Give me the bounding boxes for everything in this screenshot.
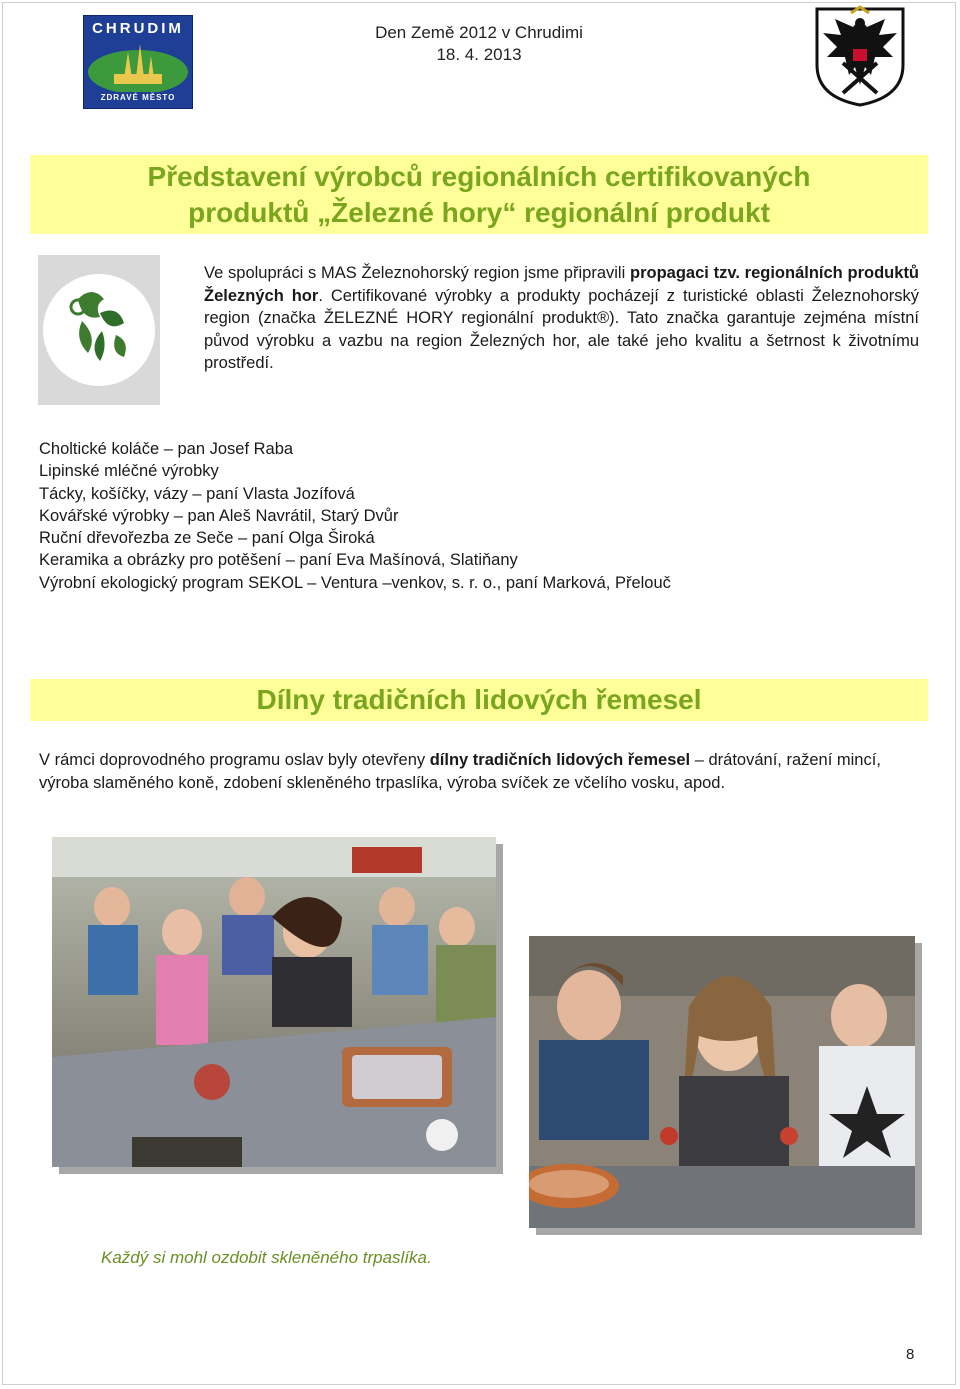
section1-title — [30, 159, 928, 231]
header-date: 18. 4. 2013 — [436, 45, 522, 64]
chrudim-logo — [83, 15, 193, 109]
list-item: Choltické koláče – pan Josef Raba — [39, 440, 294, 458]
header-title — [340, 22, 618, 66]
workshop-photo-2-image — [529, 936, 915, 1228]
page-number: 8 — [906, 1346, 915, 1363]
photo-caption: Každý si mohl ozdobit skleněného trpaslíka. — [101, 1248, 432, 1267]
intro-text-a: Ve spolupráci s MAS Železnohorský region jsme připravili — [204, 264, 631, 282]
coat-of-arms-icon — [813, 5, 907, 108]
list-item: Kovářské výrobky – pan Aleš Navrátil, Starý Dvůr — [39, 506, 399, 525]
intro-text-bold: propagaci tzv. regionálních produktů Železných hor — [204, 264, 920, 305]
zelezne-hory-logo — [38, 255, 160, 405]
workshop-text-a: V rámci doprovodného programu oslav byly otevřeny — [39, 751, 430, 769]
section1-title-line2: produktů „Železné hory“ regionální produkt — [188, 197, 770, 228]
section1-title-line1: Představení výrobců regionálních certifikovaných — [147, 161, 811, 192]
chrudim-skyline-icon — [84, 38, 192, 92]
workshop-text-bold: dílny tradičních lidových řemesel — [429, 751, 691, 769]
workshop-photo-2 — [529, 936, 915, 1228]
section2-title-band — [30, 679, 928, 721]
section2-title: Dílny tradičních lidových řemesel — [256, 684, 702, 715]
chrudim-logo-text: CHRUDIM — [92, 20, 184, 37]
list-item: Ruční dřevořezba ze Seče – paní Olga Široká — [39, 529, 375, 548]
intro-text-c: . Certifikované výrobky a produkty pocházejí z turistické oblasti Železnohorský region (značka ŽELEZNÉ HORY regionální produkt®). Tato značka garantuje zejména místní původ výrobku a vazbu na region Železných hor, ale také jeho kvalitu a šetrnost k životnímu prostředí. — [204, 286, 919, 372]
workshop-photo-1-image — [52, 837, 496, 1167]
zelezne-hory-emblem-icon — [38, 255, 160, 405]
workshop-text-c: – drátování, ražení mincí, výroba slaměného koně, zdobení skleněného trpaslíka, výroba svíček ze včelího vosku, apod. — [39, 751, 881, 792]
list-item: Tácky, košíčky, vázy – paní Vlasta Jozífová — [39, 484, 355, 503]
chrudim-logo-subtext: ZDRAVÉ MĚSTO — [100, 93, 176, 102]
list-item: Keramika a obrázky pro potěšení – paní Eva Mašínová, Slatiňany — [39, 551, 518, 570]
section1-title-band — [30, 155, 928, 234]
section1-intro — [204, 262, 919, 375]
workshop-paragraph — [39, 749, 919, 794]
producer-list — [39, 438, 919, 594]
list-item: Lipinské mléčné výrobky — [39, 462, 219, 481]
list-item: Výrobní ekologický program SEKOL – Ventura –venkov, s. r. o., paní Marková, Přelouč — [39, 573, 671, 592]
header-title-line1: Den Země 2012 v Chrudimi — [375, 23, 583, 42]
workshop-photo-1 — [52, 837, 496, 1167]
